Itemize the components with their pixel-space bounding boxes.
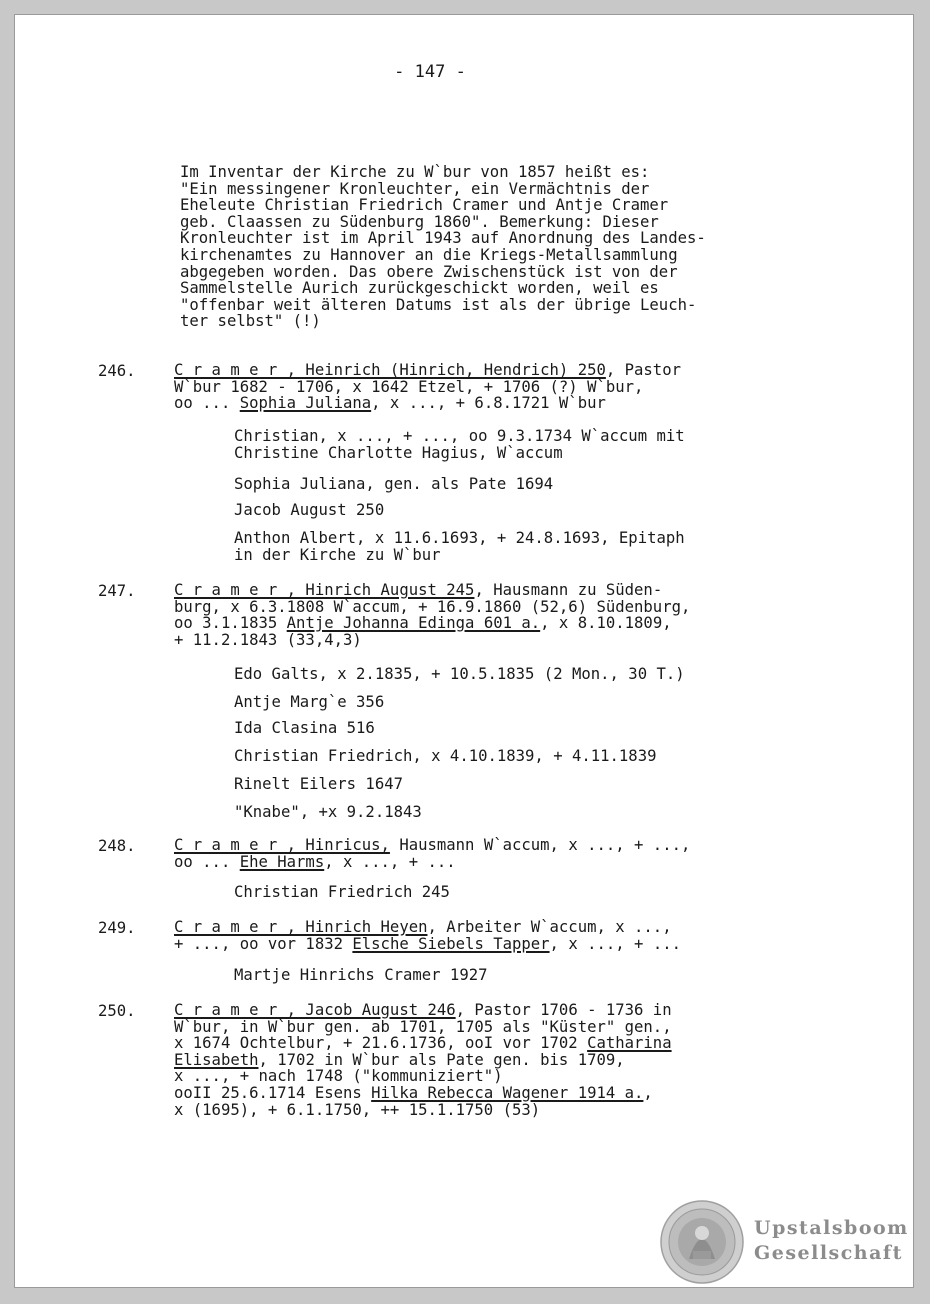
child-line: "Knabe", +x 9.2.1843 (234, 803, 422, 821)
entry-number: 248. (98, 837, 136, 855)
entry-segment: , x 8.10.1809, (540, 614, 672, 633)
child-line: Edo Galts, x 2.1835, + 10.5.1835 (2 Mon., 30 T.) (234, 665, 685, 683)
entry-number: 249. (98, 919, 136, 937)
intro-line: geb. Claassen zu Südenburg 1860". Bemerkung: Dieser (180, 212, 659, 231)
child-line: Martje Hinrichs Cramer 1927 (234, 966, 488, 984)
entry-line (174, 1019, 814, 1036)
entry-segment: , x ..., + ... (324, 852, 456, 871)
entry-text (174, 362, 814, 412)
intro-line: Eheleute Christian Friedrich Cramer und Antje Cramer (180, 196, 669, 215)
entry-segment: , x ..., + 6.8.1721 W`bur (371, 394, 606, 413)
underlined-name: C r a m e r , Hinricus, (174, 836, 390, 854)
underlined-name: Catharina (587, 1034, 672, 1053)
entry-segment: + ..., oo vor 1832 (174, 934, 353, 953)
child-line: Christian, x ..., + ..., oo 9.3.1734 W`accum mit (234, 427, 685, 445)
underlined-name: Elsche Siebels Tapper (352, 934, 550, 953)
child-line: in der Kirche zu W`bur (234, 545, 441, 564)
entry-segment: oo ... (174, 852, 240, 871)
entry-segment: + 11.2.1843 (33,4,3) (174, 630, 362, 649)
child-entry (234, 476, 814, 493)
child-entry (234, 967, 814, 984)
entry-segment: , Arbeiter W`accum, x ..., (427, 918, 672, 936)
page-number: - 147 - (394, 62, 466, 82)
entry-text (174, 582, 814, 648)
entry-segment: W`bur 1682 - 1706, x 1642 Etzel, + 1706 (?) W`bur, (174, 377, 644, 396)
entry-segment: x 1674 Ochtelbur, + 21.6.1736, ooI vor 1702 (174, 1034, 588, 1053)
child-line: Christian Friedrich 245 (234, 883, 450, 901)
entry-line (174, 615, 814, 632)
child-line: Rinelt Eilers 1647 (234, 775, 403, 793)
entry-segment: , Hausmann zu Süden- (474, 581, 663, 599)
entry-line (174, 1085, 814, 1102)
child-entry (234, 776, 814, 793)
entry-line (174, 1002, 814, 1019)
child-entry (234, 804, 814, 821)
child-line: Anthon Albert, x 11.6.1693, + 24.8.1693, Epitaph (234, 529, 685, 547)
underlined-name: C r a m e r , Hinrich August 245 (174, 581, 475, 599)
child-line: Christine Charlotte Hagius, W`accum (234, 443, 563, 462)
entry-segment: x ..., + nach 1748 ("kommuniziert") (174, 1067, 503, 1086)
entry-number: 247. (98, 582, 136, 600)
entry-segment: , x ..., + ... (549, 934, 681, 953)
entry-line (174, 854, 814, 871)
entry-line (174, 362, 814, 379)
seal-logo-icon (659, 1199, 745, 1285)
entry-segment: , Pastor (605, 361, 681, 379)
child-line: Christian Friedrich, x 4.10.1839, + 4.11.1839 (234, 747, 657, 765)
child-line: Sophia Juliana, gen. als Pate 1694 (234, 475, 554, 493)
entry-line (174, 1102, 814, 1119)
underlined-name: Antje Johanna Edinga 601 a. (286, 614, 541, 633)
entry-text (174, 837, 814, 870)
entry-line (174, 379, 814, 396)
entry-line (174, 1068, 814, 1085)
entry-segment: ooII 25.6.1714 Esens (174, 1083, 372, 1102)
entry-text (174, 1002, 814, 1118)
child-entry (234, 884, 814, 901)
entry-segment: Hausmann W`accum, x ..., + ..., (389, 836, 691, 854)
intro-line: "Ein messingener Kronleuchter, ein Vermächtnis der (180, 179, 650, 198)
entry-line (174, 599, 814, 616)
child-entry (234, 428, 814, 461)
entry-line (174, 1035, 814, 1052)
entry-text (174, 919, 814, 952)
child-line: Ida Clasina 516 (234, 719, 375, 737)
entry-line (174, 919, 814, 936)
entry-segment: oo 3.1.1835 (174, 614, 287, 633)
underlined-name: C r a m e r , Hinrich Heyen (174, 918, 428, 936)
entry-segment: W`bur, in W`bur gen. ab 1701, 1705 als "Küster" gen., (174, 1017, 672, 1036)
entry-line (174, 632, 814, 649)
entry-number: 246. (98, 362, 136, 380)
child-entry (234, 748, 814, 765)
entry-segment: oo ... (174, 394, 240, 413)
underlined-name: Elisabeth (174, 1050, 259, 1069)
child-entry (234, 694, 814, 711)
entry-segment: burg, x 6.3.1808 W`accum, + 16.9.1860 (52,6) Südenburg, (174, 597, 691, 616)
intro-line: Im Inventar der Kirche zu W`bur von 1857 heißt es: (180, 163, 650, 181)
intro-line: "offenbar weit älteren Datums ist als der übrige Leuch- (180, 295, 697, 314)
entry-segment: , Pastor 1706 - 1736 in (455, 1001, 672, 1019)
underlined-name: Hilka Rebecca Wagener 1914 a. (371, 1083, 644, 1102)
underlined-name: C r a m e r , Jacob August 246 (174, 1001, 456, 1019)
child-line: Jacob August 250 (234, 501, 385, 519)
entry-line (174, 837, 814, 854)
underlined-name: Sophia Juliana (239, 394, 372, 413)
entry-line (174, 1052, 814, 1069)
entry-segment: , (643, 1083, 653, 1102)
brand-line-2: Gesellschaft (754, 1242, 903, 1264)
intro-line: Kronleuchter ist im April 1943 auf Anordnung des Landes- (180, 229, 706, 248)
entry-segment: , 1702 in W`bur als Pate gen. bis 1709, (258, 1050, 625, 1069)
entry-line (174, 936, 814, 953)
underlined-name: Ehe Harms (239, 852, 325, 871)
underlined-name: C r a m e r , Heinrich (Hinrich, Hendrich) 250 (174, 361, 606, 379)
child-entry (234, 530, 814, 563)
intro-line: Sammelstelle Aurich zurückgeschickt worden, weil es (180, 279, 659, 298)
intro-line: kirchenamtes zu Hannover an die Kriegs-Metallsammlung (180, 245, 678, 264)
entry-segment: x (1695), + 6.1.1750, ++ 15.1.1750 (53) (174, 1100, 541, 1119)
entry-line (174, 582, 814, 599)
intro-paragraph (180, 164, 820, 330)
document-page (14, 14, 914, 1288)
child-entry (234, 502, 814, 519)
entry-line (174, 395, 814, 412)
intro-line: abgegeben worden. Das obere Zwischenstück ist von der (180, 262, 678, 281)
brand-line-1: Upstalsboom (754, 1217, 909, 1239)
entry-number: 250. (98, 1002, 136, 1020)
child-line: Antje Marg`e 356 (234, 693, 385, 711)
child-entry (234, 666, 814, 683)
intro-line: ter selbst" (!) (180, 312, 321, 331)
brand-text (754, 1216, 909, 1266)
child-entry (234, 720, 814, 737)
